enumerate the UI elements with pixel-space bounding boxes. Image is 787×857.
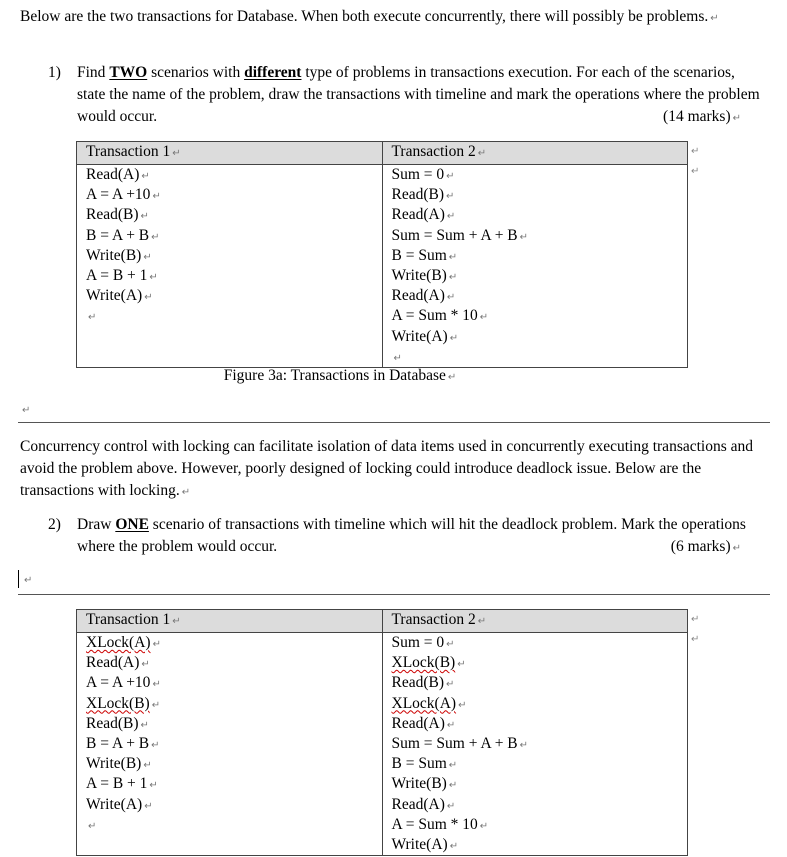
operation-line: XLock(A) ↵ <box>391 694 467 712</box>
return-mark-icon: ↵ <box>458 699 467 711</box>
transaction-1-column <box>77 165 383 368</box>
operation-line: Read(A) ↵ <box>86 654 150 672</box>
operation-line <box>86 815 373 835</box>
return-mark-icon: ↵ <box>151 231 160 243</box>
question-2-number: 2) <box>48 516 61 533</box>
return-mark-icon: ↵ <box>446 292 456 304</box>
return-mark-icon: ↵ <box>446 171 455 182</box>
table-header-transaction-2: Transaction 2 ↵ <box>382 610 688 633</box>
operation-line: B = A + B ↵ <box>86 226 160 244</box>
return-mark-icon: ↵ <box>732 543 741 554</box>
return-mark-icon: ↵ <box>151 699 161 711</box>
return-mark-icon: ↵ <box>143 760 152 772</box>
return-mark-icon: ↵ <box>393 352 402 364</box>
return-mark-icon: ↵ <box>446 800 456 812</box>
return-mark-icon: ↵ <box>448 251 458 263</box>
operation-line: XLock(B) ↵ <box>391 654 466 672</box>
return-mark-icon: ↵ <box>149 271 158 283</box>
operation-line: Read(A) ↵ <box>391 714 456 732</box>
operation-line: Read(A) ↵ <box>391 287 456 305</box>
return-mark-icon: ↵ <box>519 739 529 751</box>
return-mark-icon: ↵ <box>446 211 456 223</box>
row-end-mark-icon: ↵ <box>691 634 700 645</box>
return-mark-icon: ↵ <box>446 191 455 203</box>
row-end-mark-icon: ↵ <box>691 146 700 157</box>
return-mark-icon: ↵ <box>88 312 97 324</box>
text-cursor <box>18 570 19 588</box>
empty-paragraph <box>20 398 772 422</box>
empty-paragraph <box>22 568 774 592</box>
operation-line: XLock(A) ↵ <box>86 634 161 651</box>
operation-line: Write(B) ↵ <box>86 246 152 264</box>
return-mark-icon: ↵ <box>446 639 455 650</box>
operation-line: A = B + 1 ↵ <box>86 266 158 284</box>
section-divider <box>18 422 770 423</box>
return-mark-icon: ↵ <box>448 760 458 772</box>
operation-line: Read(B) ↵ <box>86 714 149 732</box>
operation-line: Read(A) ↵ <box>391 206 456 224</box>
transaction-2-column <box>382 633 688 856</box>
operation-line: A = Sum * 10 ↵ <box>391 815 489 833</box>
return-mark-icon: ↵ <box>152 191 161 203</box>
operation-line: Write(A) ↵ <box>86 795 153 813</box>
return-mark-icon: ↵ <box>140 719 149 731</box>
return-mark-icon: ↵ <box>447 372 457 383</box>
return-mark-icon: ↵ <box>448 271 458 283</box>
return-mark-icon: ↵ <box>88 820 97 832</box>
return-mark-icon: ↵ <box>181 487 191 498</box>
question-1-number: 1) <box>48 64 61 81</box>
return-mark-icon: ↵ <box>448 780 458 792</box>
figure-caption: Figure 3a: Transactions in Database ↵ <box>223 367 457 384</box>
operation-line: Write(A) ↵ <box>391 835 459 853</box>
return-mark-icon: ↵ <box>24 575 33 586</box>
intro-text: Below are the two transactions for Database. When both execute concurrently, there will possibly be problems. <box>20 8 709 25</box>
intro-paragraph <box>20 6 772 30</box>
return-mark-icon: ↵ <box>22 405 31 416</box>
operation-line: Read(B) ↵ <box>391 674 455 692</box>
section-divider <box>18 594 770 595</box>
emphasis-two: TWO <box>109 64 148 81</box>
operation-line: Sum = Sum + A + B ↵ <box>391 734 529 752</box>
return-mark-icon: ↵ <box>152 639 161 650</box>
table-header-transaction-2: Transaction 2 ↵ <box>382 142 688 165</box>
operation-line: Read(A) ↵ <box>86 166 150 183</box>
transaction-1-column <box>77 633 383 856</box>
return-mark-icon: ↵ <box>457 659 466 671</box>
return-mark-icon: ↵ <box>151 739 160 751</box>
row-end-mark-icon: ↵ <box>691 166 700 177</box>
locking-transactions-table <box>76 609 688 856</box>
operation-line: Write(B) ↵ <box>86 755 152 773</box>
return-mark-icon: ↵ <box>479 312 489 324</box>
emphasis-one: ONE <box>115 516 149 533</box>
locking-paragraph: Concurrency control with locking can facilitate isolation of data items used in concurrently executing transactions and avoid the problem above. However, poorly designed of locking could introduce deadlock issue. Below are the transactions with locking. ↵ <box>20 438 754 499</box>
operation-line: A = B + 1 ↵ <box>86 775 158 793</box>
operation-line: Write(B) ↵ <box>391 775 458 793</box>
question-2: 2) Draw ONE scenario of transactions with timeline which will hit the deadlock problem. Mark the operations where the problem would occur. <box>48 516 746 555</box>
operation-line: Write(A) ↵ <box>391 327 459 345</box>
return-mark-icon: ↵ <box>144 292 153 304</box>
return-mark-icon: ↵ <box>152 679 161 691</box>
return-mark-icon: ↵ <box>446 719 456 731</box>
return-mark-icon: ↵ <box>143 251 152 263</box>
return-mark-icon: ↵ <box>479 820 489 832</box>
return-mark-icon: ↵ <box>519 231 529 243</box>
operation-line: Read(B) ↵ <box>391 186 455 204</box>
emphasis-different: different <box>244 64 302 81</box>
return-mark-icon: ↵ <box>141 659 150 671</box>
operation-line: Sum = 0 ↵ <box>391 166 455 183</box>
table-header-transaction-1: Transaction 1 ↵ <box>77 610 383 633</box>
return-mark-icon: ↵ <box>732 113 741 124</box>
operation-line: B = Sum ↵ <box>391 246 458 264</box>
operation-line: A = A +10 ↵ <box>86 674 161 692</box>
operation-line: B = A + B ↵ <box>86 734 160 752</box>
question-2-marks: (6 marks) ↵ <box>670 538 741 555</box>
operation-line: A = Sum * 10 ↵ <box>391 307 489 325</box>
operation-line: B = Sum ↵ <box>391 755 458 773</box>
return-mark-icon: ↵ <box>144 800 153 812</box>
question-1-marks: (14 marks) ↵ <box>663 108 741 125</box>
return-mark-icon: ↵ <box>449 332 459 344</box>
table-header-transaction-1: Transaction 1 ↵ <box>77 142 383 165</box>
operation-line: Sum = 0 ↵ <box>391 634 455 651</box>
transaction-2-column <box>382 165 688 368</box>
operation-line: Sum = Sum + A + B ↵ <box>391 226 529 244</box>
transactions-table <box>76 141 688 368</box>
operation-line: Read(A) ↵ <box>391 795 456 813</box>
return-mark-icon: ↵ <box>140 211 149 223</box>
return-mark-icon: ↵ <box>149 780 158 792</box>
operation-line <box>86 306 373 326</box>
question-1: 1) Find TWO scenarios with different type of problems in transactions execution. For each of the scenarios, state the name of the problem, draw the transactions with timeline and mark the operations where the problem would occur. <box>48 64 760 125</box>
operation-line: XLock(B) ↵ <box>86 694 161 712</box>
operation-line: A = A +10 ↵ <box>86 186 161 204</box>
operation-line: Write(B) ↵ <box>391 266 458 284</box>
return-mark-icon: ↵ <box>710 13 719 24</box>
operation-line <box>392 347 679 367</box>
operation-line: Read(B) ↵ <box>86 206 149 224</box>
return-mark-icon: ↵ <box>449 840 459 852</box>
row-end-mark-icon: ↵ <box>691 614 700 625</box>
operation-line: Write(A) ↵ <box>86 287 153 305</box>
return-mark-icon: ↵ <box>141 171 150 182</box>
return-mark-icon: ↵ <box>446 679 455 691</box>
